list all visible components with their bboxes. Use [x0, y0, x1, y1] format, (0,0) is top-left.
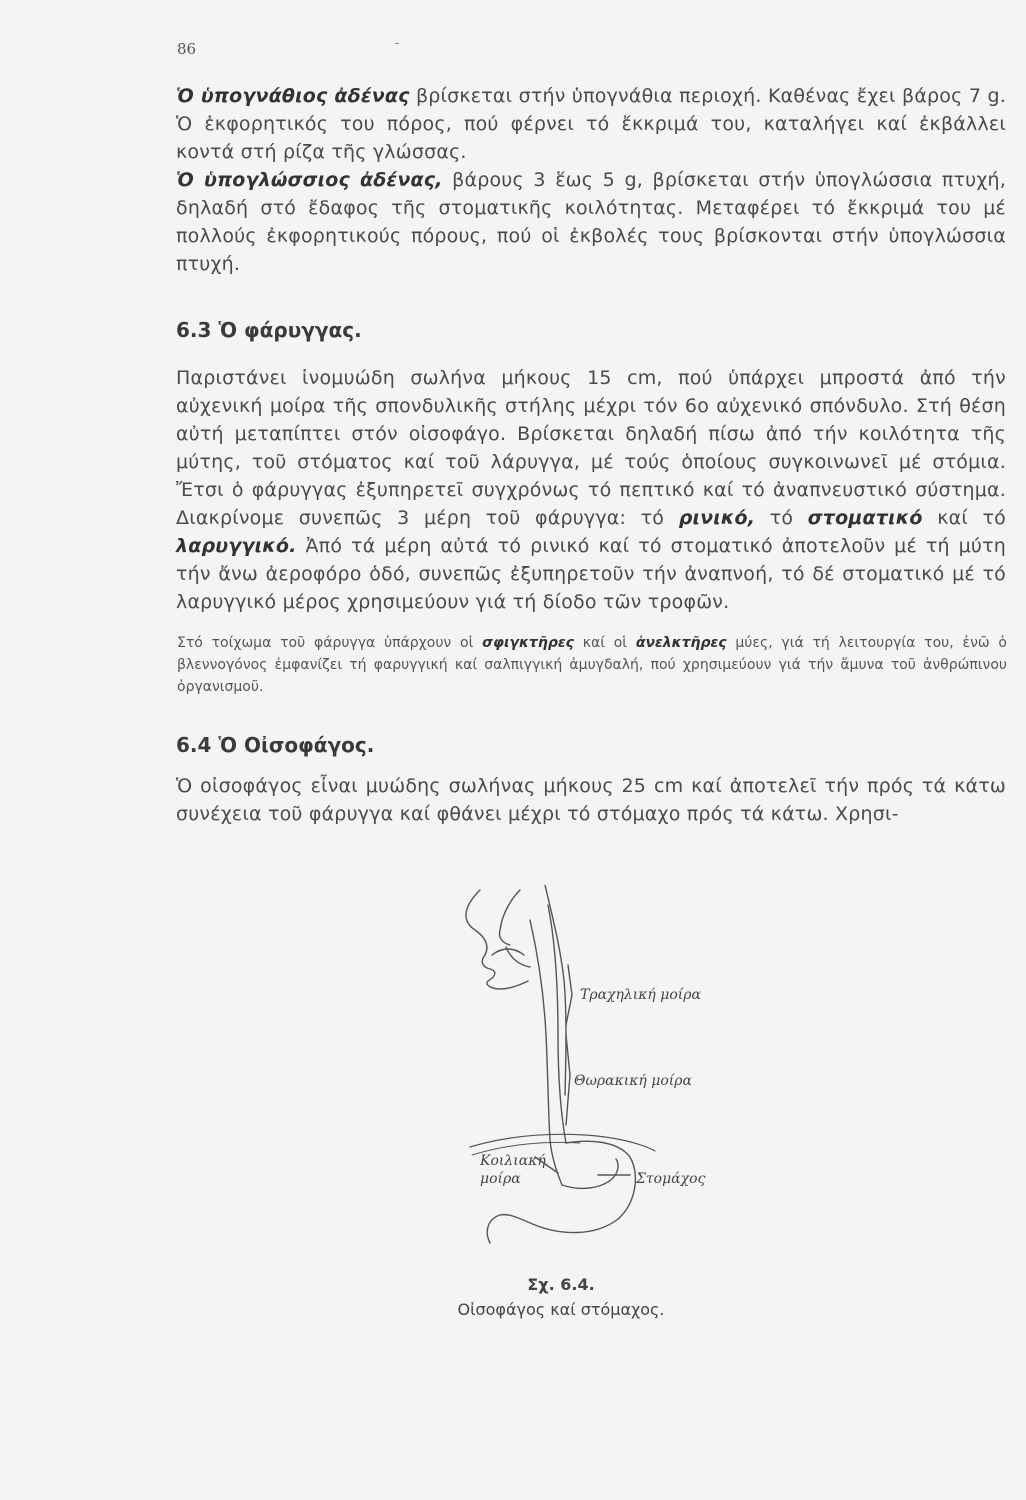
note-text-a: Στό τοίχωμα τοῦ φάρυγγα ὑπάρχουν οἱ	[177, 635, 483, 651]
figure-caption-number: Σχ. 6.4.	[527, 1275, 595, 1294]
label-cervical: Τραχηλική μοίρα	[580, 987, 701, 1003]
arrow-cervical-down	[566, 995, 572, 1025]
term-laryngeal: λαρυγγικό.	[176, 535, 297, 557]
paragraph-esophagus: Ὁ οἰσοφάγος εἶναι μυώδης σωλήνας μήκους 25 cm καί ἀποτελεῖ τήν πρός τά κάτω συνέχεια τοῦ φάρυγγα καί φθάνει μέχρι τό στόμαχο πρός τά κάτω. Χρησι-	[176, 775, 1006, 825]
note-text-b: καί οἱ	[573, 635, 636, 651]
pharynx-text-c: καί τό	[922, 507, 1006, 529]
nasal-cavity	[499, 890, 520, 945]
term-elevators: ἀνελκτῆρες	[635, 635, 727, 651]
paragraph-submandibular-text: βρίσκεται στήν ὑπογνάθια περιοχή. Καθένας ἔχει βάρος 7 g. Ὁ ἐκφορητικός του πόρος, πού φέρνει τό ἔκκριμά του, καταλήγει καί ἐκβάλλει κοντά στή ρίζα τῆς γλώσσας.	[176, 85, 1006, 163]
pharynx-back-wall	[545, 885, 566, 1095]
note-paragraph	[177, 632, 1007, 698]
stomach-inner	[562, 1159, 618, 1188]
paragraph-sublingual	[176, 166, 1006, 278]
pharynx-text-d: Ἀπό τά μέρη αὐτά τό ρινικό καί τό στοματικό ἀποτελοῦν μέ τή μύτη τήν ἄνω ἀεροφόρο ὁδό, συνεπῶς ἐξυπηρετοῦν τήν ἀναπνοή, τό δέ στοματικό μέ τό λαρυγγικό μέρος χρησιμεύουν γιά τή δίοδο τῶν τροφῶν.	[176, 535, 1006, 613]
figure-esophagus-stomach	[440, 885, 760, 1255]
arrow-cervical-up	[568, 965, 572, 995]
pharynx-text-a: Παριστάνει ἰνομυώδη σωλήνα μήκους 15 cm, πού ὑπάρχει μπροστά ἀπό τήν αὐχενική μοίρα τῆς σπονδυλικῆς στήλης μέχρι τόν 6ο αὐχενικό σπόνδυλο. Στή θέση αὐτή μεταπίπτει στόν οἰσοφάγο. Βρίσκεται δηλαδή πίσω ἀπό τήν κοιλότητα τῆς μύτης, τοῦ στόματος καί τοῦ λάρυγγα, μέ τούς ὁποίους συγκοινωνεῖ μέ στόμια. Ἔτσι ὁ φάρυγγας ἐξυπηρετεῖ συγχρόνως τό πεπτικό καί τό ἀναπνευστικό σύστημα. Διακρίνομε συνεπῶς 3 μέρη τοῦ φάρυγγα: τό	[176, 367, 1006, 529]
label-thoracic: Θωρακική μοίρα	[574, 1073, 692, 1089]
label-abdominal-line1: Κοιλιακή	[480, 1153, 546, 1169]
note-text-c: μύες, γιά τή λειτουργία του, ἐνῶ ὁ βλεννογόνος ἐμφανίζει τή φαρυγγική καί σαλπιγγική ἀμυγδαλή, πού χρησιμεύουν γιά τήν ἄμυνα τοῦ ἀνθρώπινου ὀργανισμοῦ.	[177, 635, 1007, 695]
label-abdominal-line2: μοίρα	[480, 1171, 521, 1187]
arrow-thoracic-down	[566, 1075, 570, 1125]
section-heading-esophagus: 6.4 Ὁ Οἰσοφάγος.	[176, 733, 375, 757]
page-number: 86	[177, 40, 197, 58]
pharynx-text-b: τό	[755, 507, 808, 529]
paragraph-pharynx	[176, 364, 1006, 616]
term-nasal: ρινικό,	[678, 507, 756, 529]
arrow-thoracic-up	[566, 1035, 570, 1075]
top-mark: -	[395, 36, 400, 50]
esophagus-diagram	[440, 885, 760, 1255]
section-heading-pharynx: 6.3 Ὁ φάρυγγας.	[176, 318, 362, 342]
term-sublingual: Ὁ ὑπογλώσσιος ἀδένας,	[176, 169, 443, 191]
head-outline	[466, 890, 528, 989]
term-submandibular: Ὁ ὑπογνάθιος ἀδένας	[176, 85, 410, 107]
label-stomach: Στομάχος	[636, 1171, 706, 1187]
tongue-outline	[506, 947, 530, 967]
figure-caption-text: Οἰσοφάγος καί στόμαχος.	[457, 1300, 665, 1319]
paragraph-submandibular	[176, 82, 1006, 166]
term-oral: στοματικό	[807, 507, 923, 529]
esophagus-front-wall	[530, 920, 562, 1185]
paragraph-sublingual-text: βάρους 3 ἕως 5 g, βρίσκεται στήν ὑπογλώσσια πτυχή, δηλαδή στό ἔδαφος τῆς στοματικῆς κοιλότητας. Μεταφέρει τό ἔκκριμά του μέ πολλούς ἐκφορητικούς πόρους, πού οἱ ἐκβολές τους βρίσκονται στήν ὑπογλώσσια πτυχή.	[176, 169, 1006, 275]
term-sphincters: σφιγκτῆρες	[482, 635, 574, 651]
